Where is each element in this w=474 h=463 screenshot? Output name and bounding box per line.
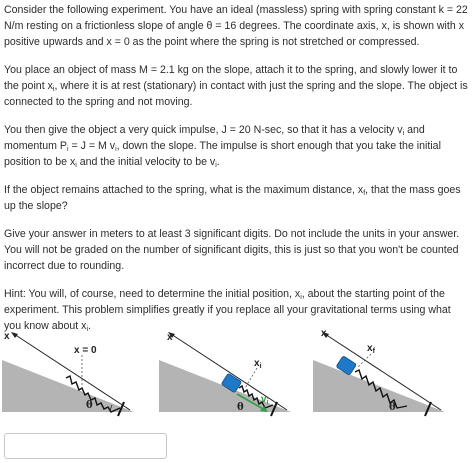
slope-triangle: [2, 360, 134, 412]
xi-marker: [245, 368, 257, 388]
problem-paragraph-setup: [4, 2, 468, 50]
subscript: i: [300, 294, 302, 301]
problem-paragraph-impulse: [4, 122, 468, 170]
position-label-text: x: [367, 343, 373, 354]
position-label-subscript: i: [259, 363, 262, 370]
figure-spring-at-rest: [0, 322, 160, 427]
instructions-text: Give your answer in meters to at least 3 significant digits. Do not include the units in your answer. You will not be graded on the number of significant digits, this is just so that you won't be counted incorrect due to rounding.: [4, 228, 460, 272]
subscript: i: [67, 146, 69, 153]
impulse-text-part: You then give the object a very quick impulse, J = 20 N-sec, so that it has a velocity v: [4, 124, 403, 136]
subscript: i: [115, 146, 117, 153]
impulse-text-part: , down the slope. The impulse is short enough that you take the initial position to be x: [4, 140, 441, 168]
x-axis-label: x: [4, 331, 10, 342]
figure-block-at-xi: [157, 322, 317, 427]
subscript: i: [402, 130, 405, 137]
impulse-text-part: and the initial velocity to be v: [76, 156, 216, 168]
subscript: i: [215, 162, 217, 169]
impulse-text-part: = J = M v: [68, 140, 116, 152]
problem-text: [4, 2, 468, 334]
velocity-label-text: v: [261, 394, 267, 405]
mass-text-part: You place an object of mass M = 2.1 kg on the slope, attach it to the spring, and slowly lower it to the point x: [4, 64, 458, 92]
impulse-text-part: .: [216, 156, 220, 168]
angle-label: θ: [237, 402, 244, 413]
answer-input[interactable]: [4, 433, 167, 459]
mass-text-part: , where it is at rest (stationary) in contact with just the spring and the slope. The object is connected to the spring and not moving.: [4, 80, 468, 108]
position-label-x0: x = 0: [74, 345, 97, 356]
angle-label: θ: [86, 400, 93, 411]
subscript: f: [363, 190, 366, 197]
problem-paragraph-mass: [4, 62, 468, 110]
velocity-label-subscript: i: [266, 399, 269, 406]
x-axis-arrowhead: [11, 332, 18, 338]
problem-paragraph-question: [4, 182, 468, 214]
x-axis-label: x: [167, 332, 173, 343]
position-label-subscript: f: [372, 348, 375, 355]
hint-text-part: .: [88, 320, 91, 332]
question-text-part: If the object remains attached to the spring, what is the maximum distance, x: [4, 184, 364, 196]
slope-triangle: [313, 360, 445, 412]
velocity-label: [261, 394, 269, 406]
hint-text-part: Hint: You will, of course, need to determine the initial position, x: [4, 288, 301, 300]
subscript: i: [52, 86, 55, 93]
hint-text-part: , about the starting point of the experiment. This problem simplifies greatly if you replace all your gravitational terms using what you know about x: [4, 288, 451, 332]
angle-label: θ: [389, 402, 396, 413]
position-label-xi: [254, 358, 262, 370]
position-label-text: x: [254, 358, 260, 369]
problem-paragraph-instructions: [4, 226, 468, 274]
figure-block-at-xf: [311, 322, 471, 427]
subscript: i: [86, 326, 89, 333]
setup-text: Consider the following experiment. You have an ideal (massless) spring with spring constant k = 22 N/m resting on a frictionless slope of angle θ = 16 degrees. The coordinate axis, x, is shown with x positive upwards and x = 0 as the point where the spring is not stretched or compressed.: [4, 4, 468, 48]
x-axis-label: x: [321, 328, 327, 339]
question-text-part: , that the mass goes up the slope?: [4, 184, 461, 212]
diagram-row: [0, 322, 474, 427]
impulse-text-part: and momentum P: [4, 124, 425, 152]
position-label-xf: [367, 343, 376, 355]
subscript: i: [75, 162, 77, 169]
